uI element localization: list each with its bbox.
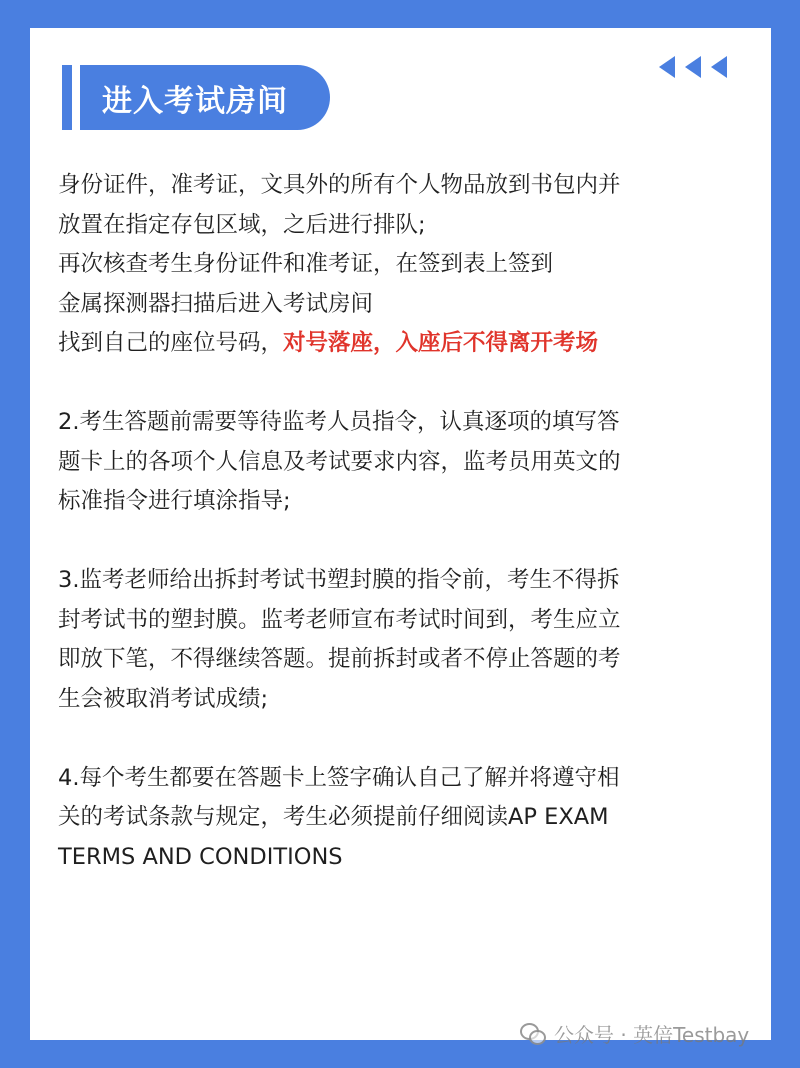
- title-banner: [80, 65, 330, 130]
- text-line: [58, 324, 758, 364]
- text-line: 生会被取消考试成绩;: [58, 685, 269, 712]
- text-line: 4.每个考生都要在答题卡上签字确认自己了解并将遵守相: [58, 764, 620, 791]
- text-line: 标准指令进行填涂指导;: [58, 488, 291, 514]
- text-plain: 找到自己的座位号码，: [58, 330, 284, 356]
- triple-left-triangle-icon: [659, 56, 727, 78]
- content-card: [30, 28, 771, 1040]
- watermark-text: 公众号 · 英倍Testbay: [554, 1023, 750, 1047]
- left-triangle-icon: [711, 56, 727, 78]
- watermark: [520, 1019, 749, 1048]
- text-line: 身份证件，准考证，文具外的所有个人物品放到书包内并: [58, 172, 621, 198]
- highlight-text: 对号落座，入座后不得离开考场: [283, 330, 599, 356]
- text-line: 即放下笔，不得继续答题。提前拆封或者不停止答题的考: [58, 646, 621, 672]
- text-line: 封考试书的塑封膜。监考老师宣布考试时间到，考生应立: [58, 606, 621, 633]
- intro-paragraph: [58, 166, 758, 364]
- item-4-paragraph: [58, 759, 758, 878]
- text-line: TERMS AND CONDITIONS: [58, 843, 343, 870]
- wechat-icon: [520, 1023, 546, 1045]
- text-line: 3.监考老师给出拆封考试书塑封膜的指令前，考生不得拆: [58, 567, 620, 593]
- item-3-paragraph: [58, 561, 758, 719]
- item-2-paragraph: [58, 403, 758, 522]
- text-line: 2.考生答题前需要等待监考人员指令，认真逐项的填写答: [58, 409, 620, 435]
- text-line: 放置在指定存包区域，之后进行排队;: [58, 211, 426, 238]
- text-line: 金属探测器扫描后进入考试房间: [58, 290, 374, 317]
- title-accent-bar: [62, 65, 72, 130]
- left-triangle-icon: [659, 56, 675, 78]
- article-body: [58, 166, 758, 877]
- left-triangle-icon: [685, 56, 701, 78]
- text-line: 关的考试条款与规定，考生必须提前仔细阅读AP EXAM: [58, 804, 609, 830]
- text-line: 题卡上的各项个人信息及考试要求内容，监考员用英文的: [58, 448, 621, 475]
- text-line: 再次核查考生身份证件和准考证，在签到表上签到: [58, 251, 554, 277]
- page-title: 进入考试房间: [102, 83, 288, 119]
